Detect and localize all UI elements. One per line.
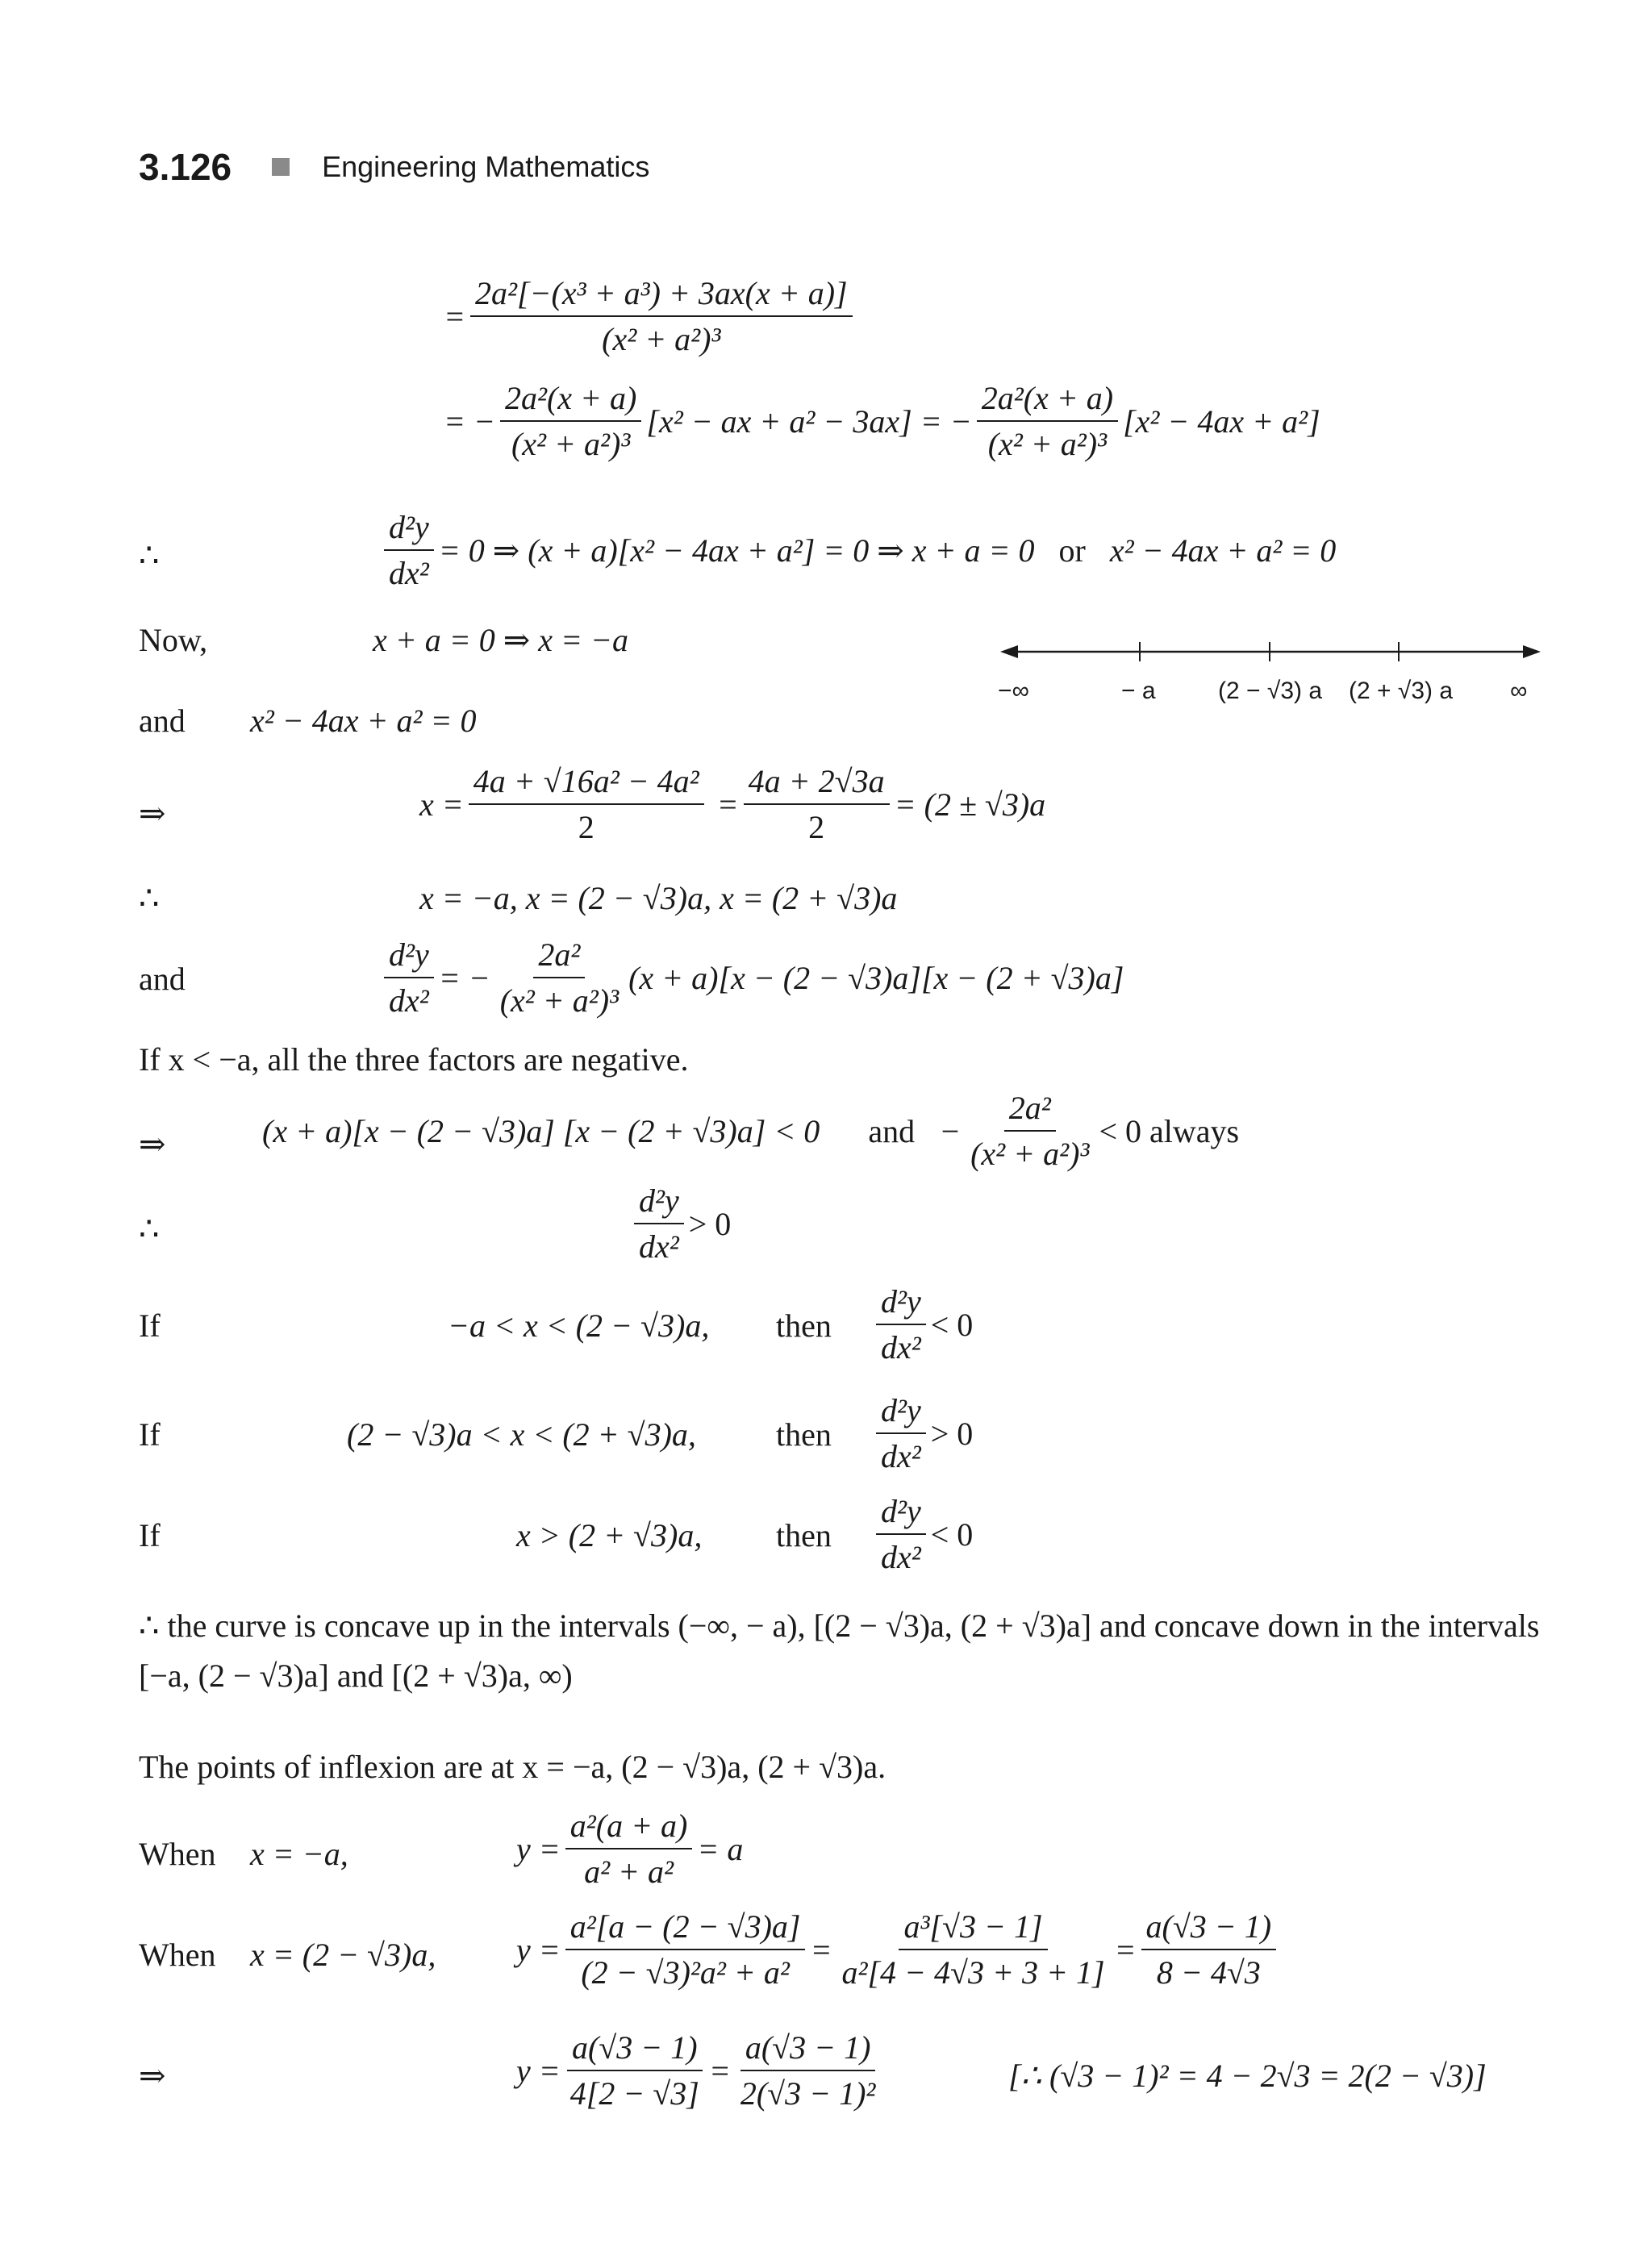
right-arrow-icon [1523,645,1541,658]
when-1-x: x = −a, [250,1836,348,1872]
if-label: If [139,1517,161,1553]
therefore-symbol: ∴ [139,1211,160,1247]
case-2-result: $\frac{\text{d²y}}{\text{dx²}}$ > 0 [871,1391,973,1475]
if-label: If [139,1307,161,1344]
product-negative-line: (x + a)[x − (2 − √3)a] [x − (2 + √3)a] < 0 and − $\frac{\text{2a²}}{\text{(x² + a²)³}}$ < 0 always [262,1090,1240,1172]
nl-label-neg-inf: −∞ [998,678,1029,704]
when-2-x: x = (2 − √3)a, [250,1937,436,1973]
book-title: Engineering Mathematics [322,150,650,183]
nl-label-2-plus-root3: (2 + √3) a [1349,678,1454,704]
equation-line-1: = $\frac{\text{2a²[−(x³ + a³) + 3ax(x + a)]}}{\text{(x² + a²)³}}$ [444,274,857,358]
roots-line: x = −a, x = (2 − √3)a, x = (2 + √3)a [419,880,898,916]
implies-symbol: ⇒ [139,795,166,832]
then-label: then [776,1307,832,1344]
concavity-conclusion: ∴ the curve is concave up in the intervals (−∞, − a), [(2 − √3)a, (2 + √3)a] and concave down in the intervals [−a, (2 − √3)a] and [(2 + √3)a, ∞) [139,1608,1540,1694]
case-3-result: $\frac{\text{d²y}}{\text{dx²}}$ < 0 [871,1492,973,1576]
when-label: When [139,1937,216,1973]
nl-label-2-minus-root3: (2 − √3) a [1218,678,1323,704]
equation-line-3: $\frac{\text{d²y}}{\text{dx²}}$ = 0 ⇒ (x + a)[x² − 4ax + a²] = 0 ⇒ x + a = 0 or x² − 4ax + a² = 0 [379,508,1336,592]
final-y-value: y = $\frac{a(√3 - 1)}{4[2 - √3]}$ = $\frac{a(√3 - 1)}{\text{2(√3 − 1)²}}$ [516,2029,876,2112]
therefore-symbol: ∴ [139,537,160,573]
then-label: then [776,1416,832,1453]
when-2-value: y = $\frac{\text{a²[a − (2 − √3)a]}}{\text{(2 − √3)²a² + a²}}$ = $\frac{\text{a³[√3 − 1]}}{\text{a²[4 − 4√3 + 3 + 1]}}$ = $\frac{a(√3 - 1)}{8 - 4√3}$ [516,1908,1281,1991]
second-derivative-factored: $\frac{\text{d²y}}{\text{dx²}}$ = − $\frac{\text{2a²}}{\text{(x² + a²)³}}$ (x + a)[x − (2 − √3)a][x − (2 + √3)a] [379,936,1124,1020]
page-header [139,145,649,189]
and-equation: x² − 4ax + a² = 0 [250,703,477,739]
case-2-interval: (2 − √3)a < x < (2 + √3)a, [347,1416,696,1453]
case-1-interval: −a < x < (2 − √3)a, [448,1307,710,1344]
when-label: When [139,1836,216,1872]
if-label: If [139,1416,161,1453]
case-3-interval: x > (2 + √3)a, [516,1517,703,1553]
then-label: then [776,1517,832,1553]
and-label: and [139,703,186,739]
now-label: Now, [139,622,208,658]
and-label: and [139,961,186,997]
negative-factors-statement: If x < −a, all the three factors are negative. [139,1041,689,1078]
left-arrow-icon [1000,645,1018,658]
header-square-icon [272,158,290,176]
concave-up-condition: $\frac{\text{d²y}}{\text{dx²}}$ > 0 [629,1182,731,1266]
implies-symbol: ⇒ [139,2058,166,2094]
identity-note: [∴ (√3 − 1)² = 4 − 2√3 = 2(2 − √3)] [1008,2058,1487,2094]
therefore-symbol: ∴ [139,880,160,916]
inflexion-points: The points of inflexion are at x = −a, (2 − √3)a, (2 + √3)a. [139,1749,886,1785]
quadratic-solution: x = $\frac{\text{4a + √16a² − 4a²}}{2}$ = $\frac{4a + 2√3a}{2}$ = (2 ± √3)a [419,763,1046,845]
case-1-result: $\frac{\text{d²y}}{\text{dx²}}$ < 0 [871,1282,973,1366]
implies-symbol: ⇒ [139,1126,166,1162]
page-number: 3.126 [139,146,232,188]
fraction: $\frac{\text{2a²[−(x³ + a³) + 3ax(x + a)]}}{\text{(x² + a²)³}}$ [470,274,853,358]
nl-label-minus-a: − a [1121,678,1156,704]
when-1-value: y = $\frac{\text{a²(a + a)}}{\text{a² + a²}}$ = a [516,1808,744,1890]
equation-line-2: = − $\frac{\text{2a²(x + a)}}{\text{(x² + a²)³}}$ [x² − ax + a² − 3ax] = − $\frac{\text{2a²(x + a)}}{\text{(x² + a²)³}}$ [x² − 4ax + a²] [444,380,1320,462]
now-equation: x + a = 0 ⇒ x = −a [373,622,628,658]
nl-label-inf: ∞ [1510,678,1528,704]
